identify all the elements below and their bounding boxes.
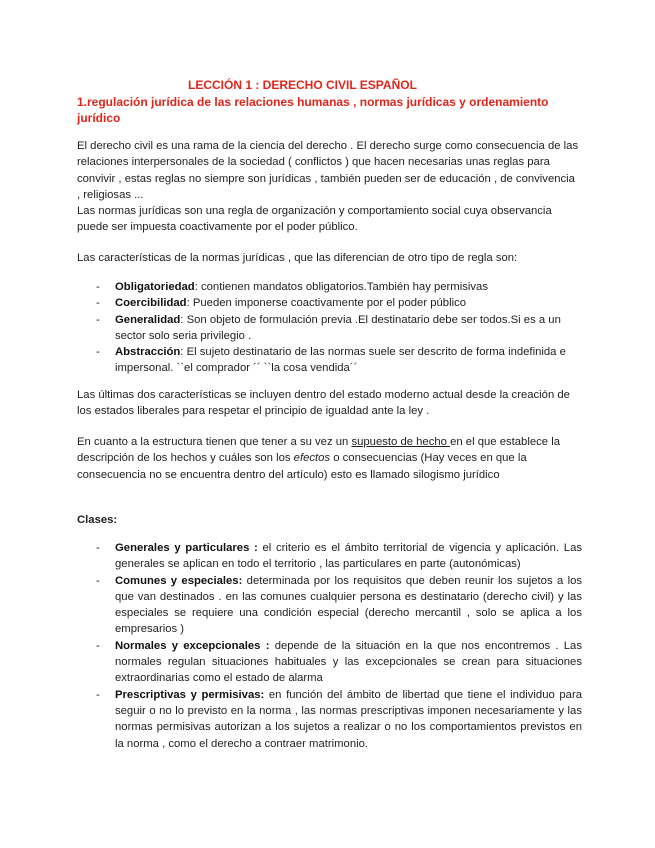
bullet-dash: - [96,574,100,587]
classes-list [77,540,582,752]
list-item [77,344,582,377]
description: en función del ámbito de libertad que tiene el individuo para seguir o no lo previsto en la norma , las normas prescriptivas imponen necesariamente y las normas permisivas autorizan a los sujetos a realizar o no los comportamientos previstos en la norma , como el derecho a contraer matrimonio. [115,688,582,750]
characteristics-intro [77,250,579,266]
intro-block [77,138,579,236]
list-item [77,295,582,311]
structure-text-c: o consecuencias (Hay veces en que la consecuencia no se encuentra dentro del artículo) esto es llamado silogismo jurídico [77,452,527,481]
bullet-dash: - [96,313,100,326]
term: Prescriptivas y permisivas: [115,688,265,701]
list-item [77,638,582,687]
term: Normales y excepcionales : [115,639,270,652]
bullet-dash: - [96,639,100,652]
bullet-dash: - [96,297,100,310]
term: Abstracción [115,346,181,359]
description: determinada por los requisitos que deben reunir los sujetos a los que van destinados . en las comunes cualquier persona es destinatario (derecho civil) y las especiales se requiere una condición especial (derecho mercantil , solo se aplica a los empresarios ) [115,574,583,636]
section-subtitle: 1.regulación jurídica de las relaciones humanas , normas jurídicas y ordenamiento jurídico [77,95,549,125]
term: Coercibilidad [115,297,187,310]
classes-heading-block [77,512,579,528]
modern-state-paragraph [77,387,579,420]
intro-paragraph-1: El derecho civil es una rama de la ciencia del derecho . El derecho surge como consecuencia de las relaciones interpersonales de la sociedad ( conflictos ) que hacen necesarias unas reglas para convivir , estas reglas no siempre son jurídicas , también pueden ser de educación , de convivencia , religiosas ... [77,140,579,201]
term: Comunes y especiales: [115,574,243,587]
term: Generalidad [115,313,181,326]
list-item [77,312,582,345]
list-item [77,279,582,295]
classes-heading: Clases: [77,514,118,526]
characteristics-list [77,279,582,377]
description: : Son objeto de formulación previa .El destinatario debe ser todos.Si es a un sector solo seria privilegio . [115,313,561,342]
description: : contienen mandatos obligatorios.También hay permisivas [194,281,488,293]
description: el criterio es el ámbito territorial de vigencia y aplicación. Las generales se aplican en todo el territorio , las particulares en parte (autonómicas) [115,542,582,571]
intro-paragraph-2: Las normas jurídicas son una regla de organización y comportamiento social cuya observancia puede ser impuesta coactivamente por el poder público. [77,205,552,234]
modern-state-text: Las últimas dos características se incluyen dentro del estado moderno actual desde la creación de los estados liberales para respetar el principio de igualdad ante la ley . [77,389,570,418]
supuesto-de-hecho-underlined: supuesto de hecho [351,436,451,448]
list-item [77,540,582,573]
term: Obligatoriedad [115,281,195,293]
characteristics-intro-text: Las características de la normas jurídicas , que las diferencian de otro tipo de regla son: [77,252,518,264]
bullet-dash: - [96,281,100,293]
structure-paragraph [77,434,579,483]
bullet-dash: - [96,688,100,701]
description: : El sujeto destinatario de las normas suele ser descrito de forma indefinida e impersonal. ``el comprador ´´ ``la cosa vendida´´ [115,346,566,375]
description: : Pueden imponerse coactivamente por el poder público [186,297,467,310]
lesson-title: LECCIÓN 1 : DERECHO CIVIL ESPAÑOL [188,78,417,92]
structure-text-b: en el que establece la descripción de los hechos y cuáles son los [77,436,560,465]
list-item [77,687,582,752]
description: depende de la situación en la que nos encontremos . Las normales regulan situaciones habituales y las excepcionales se crean para situaciones extraordinarias como el estado de alarma [115,639,582,685]
structure-text-a: En cuanto a la estructura tienen que tener a su vez un [77,436,352,448]
efectos-italic: efectos [293,452,331,465]
structure-text [77,434,579,483]
list-item [77,573,582,638]
bullet-dash: - [96,542,100,554]
term: Generales y particulares : [115,542,258,554]
bullet-dash: - [96,346,100,359]
